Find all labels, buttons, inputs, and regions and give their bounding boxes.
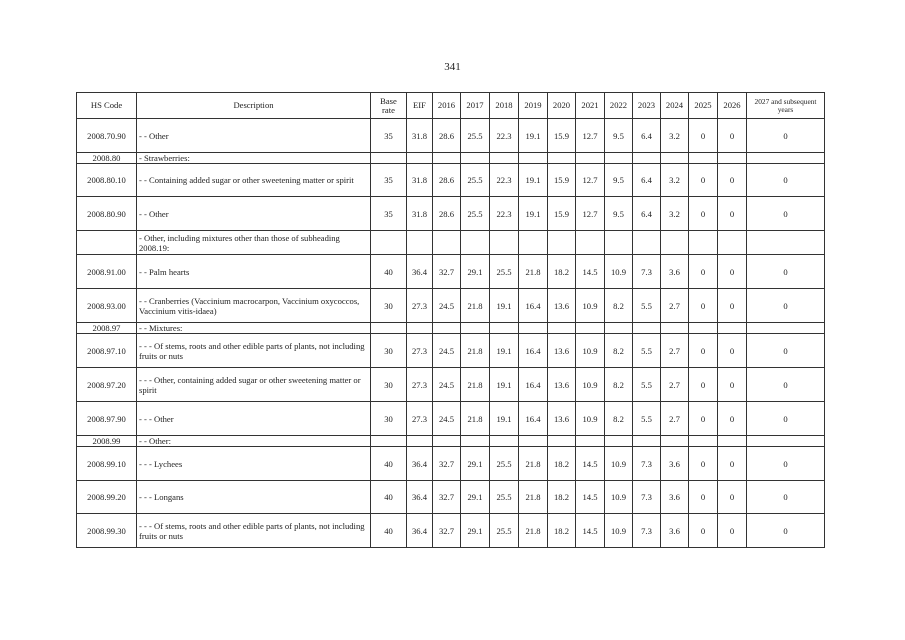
rate-cell: 7.3 [633, 514, 661, 548]
hs-code-cell: 2008.99 [77, 436, 137, 447]
rate-cell [519, 231, 548, 255]
rate-cell: 0 [747, 402, 825, 436]
rate-cell: 10.9 [605, 255, 633, 289]
hs-code-cell: 2008.97.10 [77, 334, 137, 368]
rate-cell: 0 [747, 119, 825, 153]
description-cell: - - Cranberries (Vaccinium macrocarpon, Vaccinium oxycoccos, Vaccinium vitis-idaea) [137, 289, 371, 323]
rate-cell: 5.5 [633, 289, 661, 323]
rate-cell: 8.2 [605, 289, 633, 323]
table-row [77, 514, 825, 548]
rate-cell: 22.3 [490, 164, 519, 197]
rate-cell: 0 [747, 481, 825, 514]
rate-cell: 24.5 [433, 368, 461, 402]
rate-cell: 19.1 [519, 197, 548, 231]
rate-cell: 15.9 [548, 119, 576, 153]
rate-cell: 36.4 [407, 447, 433, 481]
rate-cell [633, 153, 661, 164]
rate-cell: 7.3 [633, 255, 661, 289]
rate-cell [433, 323, 461, 334]
rate-cell: 25.5 [461, 119, 490, 153]
rate-cell: 12.7 [576, 197, 605, 231]
description-cell: - - Other [137, 197, 371, 231]
rate-cell: 3.2 [661, 119, 689, 153]
rate-cell: 32.7 [433, 481, 461, 514]
hs-code-cell: 2008.97 [77, 323, 137, 334]
rate-cell: 3.6 [661, 481, 689, 514]
rate-cell: 0 [747, 164, 825, 197]
hs-code-cell: 2008.97.90 [77, 402, 137, 436]
rate-cell: 14.5 [576, 481, 605, 514]
rate-cell: 3.6 [661, 514, 689, 548]
rate-cell: 0 [747, 197, 825, 231]
rate-cell [633, 436, 661, 447]
rate-cell: 21.8 [519, 447, 548, 481]
description-cell: - - - Lychees [137, 447, 371, 481]
rate-cell [371, 231, 407, 255]
rate-cell [407, 153, 433, 164]
hs-code-cell: 2008.99.20 [77, 481, 137, 514]
rate-cell: 21.8 [461, 289, 490, 323]
rate-cell [661, 153, 689, 164]
rate-cell [548, 323, 576, 334]
rate-cell: 36.4 [407, 514, 433, 548]
rate-cell: 25.5 [461, 197, 490, 231]
rate-cell: 24.5 [433, 289, 461, 323]
description-cell: - - - Other, containing added sugar or other sweetening matter or spirit [137, 368, 371, 402]
rate-cell: 3.6 [661, 447, 689, 481]
rate-cell [689, 153, 718, 164]
rate-cell [433, 436, 461, 447]
rate-cell [661, 323, 689, 334]
rate-cell: 14.5 [576, 255, 605, 289]
table-row [77, 481, 825, 514]
rate-cell [490, 231, 519, 255]
table-row [77, 119, 825, 153]
rate-cell: 7.3 [633, 481, 661, 514]
rate-cell [371, 436, 407, 447]
hs-code-cell: 2008.80 [77, 153, 137, 164]
header-cell: 2023 [633, 93, 661, 119]
rate-cell: 10.9 [605, 514, 633, 548]
rate-cell [461, 436, 490, 447]
rate-cell: 25.5 [490, 255, 519, 289]
hs-code-cell: 2008.97.20 [77, 368, 137, 402]
rate-cell: 35 [371, 164, 407, 197]
rate-cell: 36.4 [407, 255, 433, 289]
rate-cell [661, 231, 689, 255]
rate-cell: 0 [689, 402, 718, 436]
rate-cell: 31.8 [407, 164, 433, 197]
rate-cell [548, 153, 576, 164]
rate-cell: 32.7 [433, 447, 461, 481]
header-cell: Base rate [371, 93, 407, 119]
rate-cell: 7.3 [633, 447, 661, 481]
rate-cell [461, 153, 490, 164]
rate-cell: 28.6 [433, 164, 461, 197]
rate-cell [519, 436, 548, 447]
rate-cell: 10.9 [576, 334, 605, 368]
rate-cell: 5.5 [633, 402, 661, 436]
header-cell: 2025 [689, 93, 718, 119]
header-cell: 2027 and subsequent years [747, 93, 825, 119]
hs-code-cell: 2008.70.90 [77, 119, 137, 153]
rate-cell: 0 [747, 514, 825, 548]
hs-code-cell: 2008.99.10 [77, 447, 137, 481]
rate-cell: 29.1 [461, 481, 490, 514]
rate-cell: 0 [718, 334, 747, 368]
rate-cell: 10.9 [576, 289, 605, 323]
description-cell: - - - Of stems, roots and other edible parts of plants, not including fruits or nuts [137, 514, 371, 548]
hs-code-cell: 2008.91.00 [77, 255, 137, 289]
rate-cell [461, 323, 490, 334]
rate-cell: 13.6 [548, 368, 576, 402]
rate-cell: 0 [689, 119, 718, 153]
rate-cell [519, 323, 548, 334]
header-cell: 2024 [661, 93, 689, 119]
rate-cell [747, 231, 825, 255]
rate-cell: 15.9 [548, 197, 576, 231]
rate-cell: 3.6 [661, 255, 689, 289]
rate-cell: 32.7 [433, 255, 461, 289]
rate-cell: 18.2 [548, 255, 576, 289]
rate-cell: 16.4 [519, 368, 548, 402]
description-cell: - - Other [137, 119, 371, 153]
rate-cell [548, 231, 576, 255]
rate-cell: 18.2 [548, 447, 576, 481]
rate-cell: 12.7 [576, 164, 605, 197]
rate-cell: 29.1 [461, 514, 490, 548]
description-cell: - Strawberries: [137, 153, 371, 164]
header-cell: EIF [407, 93, 433, 119]
rate-cell: 19.1 [519, 119, 548, 153]
rate-cell: 19.1 [519, 164, 548, 197]
rate-cell: 10.9 [576, 368, 605, 402]
rate-cell: 21.8 [519, 255, 548, 289]
rate-cell: 9.5 [605, 164, 633, 197]
rate-cell [407, 323, 433, 334]
rate-cell [433, 153, 461, 164]
rate-cell: 0 [747, 334, 825, 368]
description-cell: - - Mixtures: [137, 323, 371, 334]
rate-cell: 8.2 [605, 402, 633, 436]
rate-cell: 5.5 [633, 334, 661, 368]
rate-cell: 0 [689, 289, 718, 323]
rate-cell: 2.7 [661, 402, 689, 436]
rate-cell: 0 [689, 334, 718, 368]
rate-cell: 0 [689, 481, 718, 514]
table-row [77, 153, 825, 164]
hs-code-cell: 2008.99.30 [77, 514, 137, 548]
table-row [77, 323, 825, 334]
rate-cell: 19.1 [490, 334, 519, 368]
header-cell: 2021 [576, 93, 605, 119]
rate-cell: 27.3 [407, 334, 433, 368]
rate-cell: 0 [747, 447, 825, 481]
rate-cell: 10.9 [605, 447, 633, 481]
rate-cell [605, 436, 633, 447]
rate-cell: 40 [371, 255, 407, 289]
rate-cell: 5.5 [633, 368, 661, 402]
rate-cell: 30 [371, 289, 407, 323]
rate-cell: 8.2 [605, 368, 633, 402]
rate-cell: 19.1 [490, 402, 519, 436]
table-row [77, 436, 825, 447]
table-row [77, 289, 825, 323]
header-cell: 2017 [461, 93, 490, 119]
rate-cell [605, 323, 633, 334]
rate-cell [689, 323, 718, 334]
rate-cell: 35 [371, 119, 407, 153]
rate-cell [490, 436, 519, 447]
rate-cell: 28.6 [433, 197, 461, 231]
table-row [77, 164, 825, 197]
rate-cell: 0 [689, 164, 718, 197]
rate-cell: 22.3 [490, 119, 519, 153]
rate-cell: 31.8 [407, 197, 433, 231]
rate-cell: 0 [718, 289, 747, 323]
header-cell: 2022 [605, 93, 633, 119]
header-cell: 2016 [433, 93, 461, 119]
rate-cell: 2.7 [661, 334, 689, 368]
rate-cell: 0 [689, 447, 718, 481]
rate-cell: 0 [689, 255, 718, 289]
rate-cell: 19.1 [490, 289, 519, 323]
rate-cell [576, 231, 605, 255]
rate-cell [633, 231, 661, 255]
rate-cell [371, 323, 407, 334]
rate-cell [519, 153, 548, 164]
rate-cell [490, 323, 519, 334]
rate-cell: 0 [718, 514, 747, 548]
rate-cell: 0 [747, 255, 825, 289]
header-cell: 2018 [490, 93, 519, 119]
rate-cell: 31.8 [407, 119, 433, 153]
rate-cell: 0 [718, 447, 747, 481]
rate-cell: 14.5 [576, 447, 605, 481]
rate-cell: 25.5 [490, 514, 519, 548]
rate-cell: 28.6 [433, 119, 461, 153]
rate-cell: 19.1 [490, 368, 519, 402]
rate-cell: 22.3 [490, 197, 519, 231]
rate-cell [605, 153, 633, 164]
rate-cell [718, 323, 747, 334]
rate-cell: 6.4 [633, 164, 661, 197]
rate-cell: 21.8 [461, 402, 490, 436]
rate-cell [371, 153, 407, 164]
header-cell: 2026 [718, 93, 747, 119]
rate-cell: 27.3 [407, 368, 433, 402]
rate-cell: 0 [718, 481, 747, 514]
table-row [77, 231, 825, 255]
hs-code-cell: 2008.93.00 [77, 289, 137, 323]
rate-cell: 25.5 [461, 164, 490, 197]
table-body [77, 119, 825, 548]
rate-cell: 13.6 [548, 334, 576, 368]
rate-cell: 0 [747, 368, 825, 402]
rate-cell: 30 [371, 334, 407, 368]
rate-cell: 18.2 [548, 481, 576, 514]
rate-cell: 16.4 [519, 334, 548, 368]
rate-cell: 16.4 [519, 289, 548, 323]
rate-cell [576, 436, 605, 447]
rate-cell [718, 436, 747, 447]
rate-cell [576, 323, 605, 334]
rate-cell: 35 [371, 197, 407, 231]
rate-cell: 21.8 [519, 481, 548, 514]
rate-cell: 0 [689, 514, 718, 548]
rate-cell: 13.6 [548, 402, 576, 436]
rate-cell: 32.7 [433, 514, 461, 548]
rate-cell [407, 231, 433, 255]
rate-cell: 29.1 [461, 447, 490, 481]
rate-cell: 13.6 [548, 289, 576, 323]
rate-cell: 27.3 [407, 402, 433, 436]
rate-cell: 25.5 [490, 481, 519, 514]
rate-cell: 0 [718, 255, 747, 289]
rate-cell [718, 153, 747, 164]
rate-cell: 0 [718, 119, 747, 153]
rate-cell: 3.2 [661, 164, 689, 197]
rate-cell: 0 [718, 402, 747, 436]
rate-cell: 40 [371, 514, 407, 548]
description-cell: - - - Of stems, roots and other edible parts of plants, not including fruits or nuts [137, 334, 371, 368]
rate-cell [747, 436, 825, 447]
table-row [77, 255, 825, 289]
header-cell: 2020 [548, 93, 576, 119]
rate-cell: 36.4 [407, 481, 433, 514]
hs-code-cell: 2008.80.90 [77, 197, 137, 231]
header-row [77, 93, 825, 119]
tariff-schedule-table [76, 92, 825, 548]
rate-cell: 0 [718, 164, 747, 197]
rate-cell [605, 231, 633, 255]
rate-cell: 0 [718, 368, 747, 402]
rate-cell: 10.9 [605, 481, 633, 514]
rate-cell: 2.7 [661, 289, 689, 323]
rate-cell: 40 [371, 481, 407, 514]
table-row [77, 334, 825, 368]
table-row [77, 402, 825, 436]
header-cell: 2019 [519, 93, 548, 119]
rate-cell: 2.7 [661, 368, 689, 402]
rate-cell: 16.4 [519, 402, 548, 436]
table-row [77, 447, 825, 481]
description-cell: - Other, including mixtures other than those of subheading 2008.19: [137, 231, 371, 255]
rate-cell: 25.5 [490, 447, 519, 481]
rate-cell: 40 [371, 447, 407, 481]
rate-cell: 24.5 [433, 334, 461, 368]
description-cell: - - Other: [137, 436, 371, 447]
header-cell: Description [137, 93, 371, 119]
rate-cell: 30 [371, 402, 407, 436]
rate-cell [548, 436, 576, 447]
rate-cell [689, 231, 718, 255]
rate-cell: 6.4 [633, 197, 661, 231]
rate-cell: 18.2 [548, 514, 576, 548]
rate-cell: 29.1 [461, 255, 490, 289]
rate-cell: 21.8 [519, 514, 548, 548]
rate-cell: 10.9 [576, 402, 605, 436]
rate-cell [407, 436, 433, 447]
rate-cell: 12.7 [576, 119, 605, 153]
rate-cell: 0 [689, 368, 718, 402]
rate-cell: 0 [689, 197, 718, 231]
rate-cell: 0 [747, 289, 825, 323]
rate-cell: 0 [718, 197, 747, 231]
rate-cell: 30 [371, 368, 407, 402]
rate-cell: 15.9 [548, 164, 576, 197]
rate-cell [718, 231, 747, 255]
hs-code-cell [77, 231, 137, 255]
description-cell: - - Containing added sugar or other sweetening matter or spirit [137, 164, 371, 197]
page-number: 341 [444, 61, 461, 73]
rate-cell [461, 231, 490, 255]
rate-cell [576, 153, 605, 164]
rate-cell [661, 436, 689, 447]
header-cell: HS Code [77, 93, 137, 119]
hs-code-cell: 2008.80.10 [77, 164, 137, 197]
rate-cell: 21.8 [461, 334, 490, 368]
rate-cell [633, 323, 661, 334]
rate-cell [747, 323, 825, 334]
description-cell: - - - Longans [137, 481, 371, 514]
rate-cell: 9.5 [605, 119, 633, 153]
rate-cell: 14.5 [576, 514, 605, 548]
rate-cell: 3.2 [661, 197, 689, 231]
table-row [77, 368, 825, 402]
rate-cell [433, 231, 461, 255]
rate-cell: 6.4 [633, 119, 661, 153]
rate-cell: 27.3 [407, 289, 433, 323]
table-row [77, 197, 825, 231]
description-cell: - - Palm hearts [137, 255, 371, 289]
rate-cell: 9.5 [605, 197, 633, 231]
rate-cell [747, 153, 825, 164]
rate-cell: 8.2 [605, 334, 633, 368]
rate-cell [689, 436, 718, 447]
rate-cell [490, 153, 519, 164]
rate-cell: 24.5 [433, 402, 461, 436]
description-cell: - - - Other [137, 402, 371, 436]
rate-cell: 21.8 [461, 368, 490, 402]
